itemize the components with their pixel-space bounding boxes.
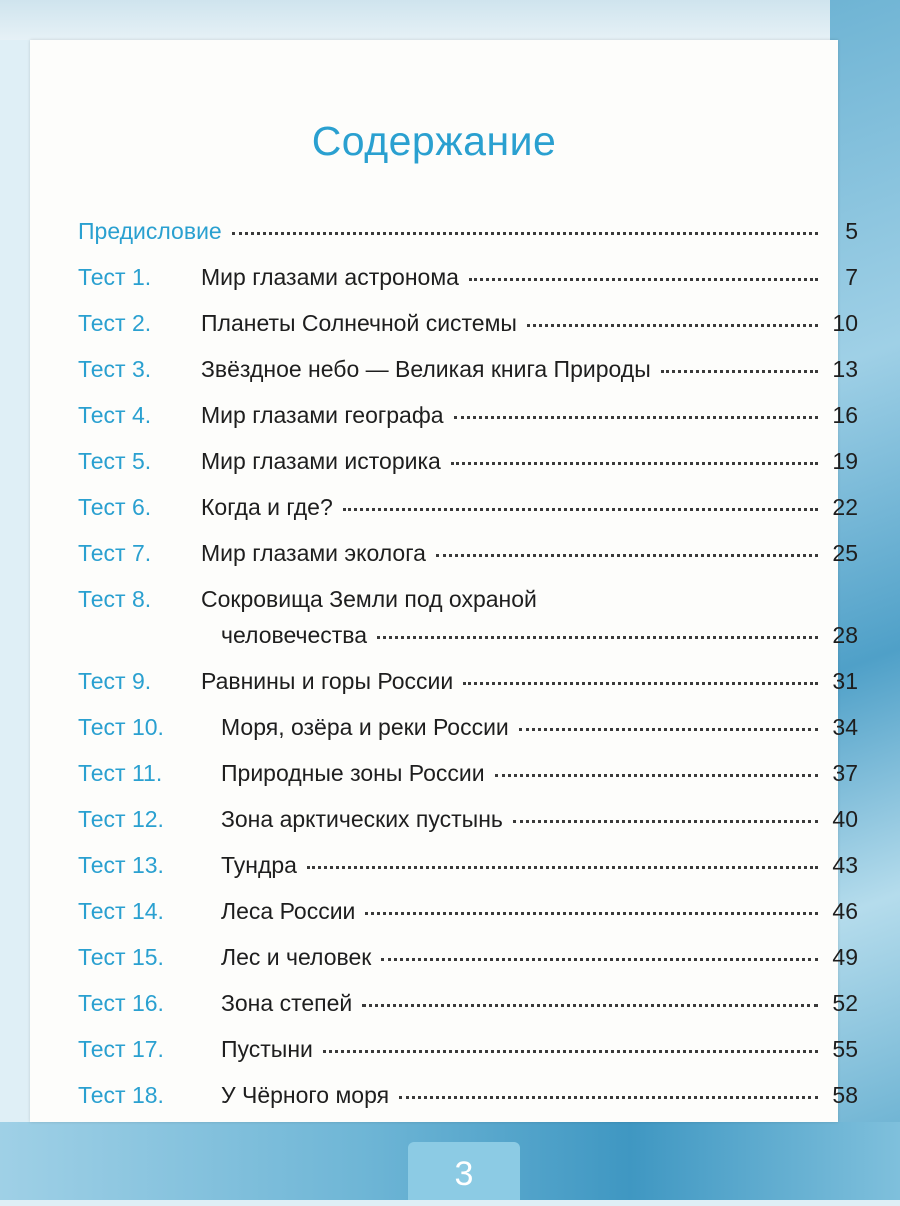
toc-entry-preface[interactable] (78, 218, 858, 252)
page-number: 43 (832, 852, 858, 878)
toc-entry-test-15[interactable] (78, 944, 858, 978)
test-title: Зона арктических пустынь (221, 806, 503, 832)
test-title: Зона степей (221, 990, 353, 1016)
test-title: Мир глазами эколога (201, 540, 426, 566)
test-number: Тест 5. (78, 448, 152, 474)
dot-leader (399, 1094, 818, 1099)
test-title: Равнины и горы России (201, 668, 454, 694)
page-number: 58 (832, 1082, 858, 1108)
test-title: Когда и где? (201, 494, 333, 520)
toc-entry-test-16[interactable] (78, 990, 858, 1024)
background-top (0, 0, 900, 40)
test-number: Тест 3. (78, 356, 152, 382)
toc-entry-test-17[interactable] (78, 1036, 858, 1070)
page-number: 49 (832, 944, 858, 970)
toc-entry-test-18[interactable] (78, 1082, 858, 1116)
page-number: 34 (832, 714, 858, 740)
toc-entry-test-4[interactable] (78, 402, 858, 436)
dot-leader (469, 276, 818, 281)
test-number: Тест 16. (78, 990, 164, 1016)
test-title: Леса России (221, 898, 356, 924)
toc-entry-test-10[interactable] (78, 714, 858, 748)
test-number: Тест 15. (78, 944, 164, 970)
page-number: 19 (832, 448, 858, 474)
toc-entry-test-14[interactable] (78, 898, 858, 932)
page-number: 31 (832, 668, 858, 694)
test-number: Тест 18. (78, 1082, 164, 1108)
test-number: Тест 14. (78, 898, 164, 924)
toc-entry-test-8[interactable] (78, 586, 858, 620)
page-number: 40 (832, 806, 858, 832)
test-number: Тест 12. (78, 806, 164, 832)
dot-leader (527, 322, 818, 327)
test-number: Тест 13. (78, 852, 164, 878)
dot-leader (381, 956, 818, 961)
dot-leader (463, 680, 818, 685)
dot-leader (365, 910, 818, 915)
dot-leader (454, 414, 818, 419)
toc-entry-test-7[interactable] (78, 540, 858, 574)
toc-entry-test-12[interactable] (78, 806, 858, 840)
test-number: Тест 9. (78, 668, 152, 694)
page-number: 5 (845, 218, 858, 244)
page-number: 28 (832, 622, 858, 648)
test-number: Тест 2. (78, 310, 152, 336)
test-title: Звёздное небо — Великая книга Природы (201, 356, 651, 382)
preface-label: Предисловие (78, 218, 222, 244)
test-title: Пустыни (221, 1036, 313, 1062)
toc-entry-test-2[interactable] (78, 310, 858, 344)
dot-leader (436, 552, 818, 557)
dot-leader (343, 506, 818, 511)
page-number: 52 (832, 990, 858, 1016)
test-title: Тундра (221, 852, 297, 878)
toc-entry-test-3[interactable] (78, 356, 858, 390)
dot-leader (519, 726, 818, 731)
page-number: 10 (832, 310, 858, 336)
page-number: 16 (832, 402, 858, 428)
test-number: Тест 8. (78, 586, 152, 612)
test-number: Тест 4. (78, 402, 152, 428)
page-number: 22 (832, 494, 858, 520)
test-number: Тест 6. (78, 494, 152, 520)
page-number: 25 (832, 540, 858, 566)
toc-entry-test-6[interactable] (78, 494, 858, 528)
test-title: Сокровища Земли под охраной (201, 586, 537, 612)
test-number: Тест 10. (78, 714, 164, 740)
dot-leader (513, 818, 818, 823)
toc-entry-test-5[interactable] (78, 448, 858, 482)
page-number: 13 (832, 356, 858, 382)
test-title: Моря, озёра и реки России (221, 714, 509, 740)
dot-leader (307, 864, 818, 869)
page-number-tab: 3 (408, 1142, 520, 1200)
toc-entry-test-13[interactable] (78, 852, 858, 886)
toc-entry-test-8-continued[interactable] (78, 622, 858, 656)
toc-entry-test-1[interactable] (78, 264, 858, 298)
dot-leader (232, 230, 818, 235)
test-title-continued: человечества (221, 622, 368, 648)
page-number: 46 (832, 898, 858, 924)
dot-leader (377, 634, 818, 639)
test-number: Тест 11. (78, 760, 163, 786)
test-title: Лес и человек (221, 944, 372, 970)
page-number: 37 (832, 760, 858, 786)
toc-entry-test-9[interactable] (78, 668, 858, 702)
dot-leader (323, 1048, 818, 1053)
dot-leader (495, 772, 818, 777)
toc-entry-test-11[interactable] (78, 760, 858, 794)
dot-leader (362, 1002, 818, 1007)
test-title: У Чёрного моря (221, 1082, 390, 1108)
test-title: Природные зоны России (221, 760, 485, 786)
test-number: Тест 1. (78, 264, 152, 290)
dot-leader (661, 368, 818, 373)
test-title: Мир глазами историка (201, 448, 441, 474)
test-title: Мир глазами географа (201, 402, 444, 428)
test-title: Мир глазами астронома (201, 264, 459, 290)
dot-leader (451, 460, 818, 465)
test-title: Планеты Солнечной системы (201, 310, 517, 336)
page-number: 55 (832, 1036, 858, 1062)
page-title: Содержание (311, 118, 557, 164)
test-number: Тест 7. (78, 540, 152, 566)
page-number: 7 (845, 264, 858, 290)
test-number: Тест 17. (78, 1036, 164, 1062)
contents-page (30, 40, 858, 1122)
